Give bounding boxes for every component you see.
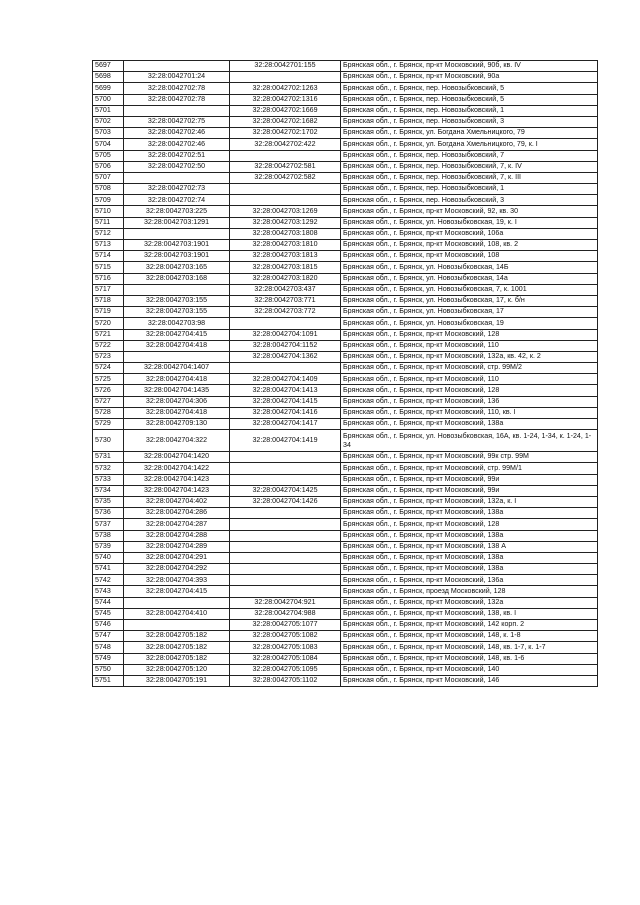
address-cell: Брянская обл., г. Брянск, пер. Новозыбковский, 7, к. III bbox=[341, 172, 598, 183]
row-number-cell: 5733 bbox=[93, 474, 124, 485]
row-number-cell: 5724 bbox=[93, 363, 124, 374]
row-number-cell: 5727 bbox=[93, 396, 124, 407]
object-cadastral-number-cell bbox=[230, 564, 341, 575]
parcel-cadastral-number-cell: 32:28:0042702:46 bbox=[124, 128, 230, 139]
parcel-cadastral-number-cell: 32:28:0042703:168 bbox=[124, 273, 230, 284]
table-row bbox=[93, 642, 598, 653]
parcel-cadastral-number-cell bbox=[124, 597, 230, 608]
parcel-cadastral-number-cell: 32:28:0042709:130 bbox=[124, 419, 230, 430]
row-number-cell: 5697 bbox=[93, 61, 124, 72]
object-cadastral-number-cell bbox=[230, 150, 341, 161]
parcel-cadastral-number-cell: 32:28:0042704:1423 bbox=[124, 474, 230, 485]
parcel-cadastral-number-cell: 32:28:0042704:418 bbox=[124, 374, 230, 385]
table-row bbox=[93, 262, 598, 273]
address-cell: Брянская обл., г. Брянск, ул. Новозыбковская, 16А, кв. 1-24, 1-34, к. 1-24, 1-34 bbox=[341, 430, 598, 452]
table-row bbox=[93, 519, 598, 530]
object-cadastral-number-cell: 32:28:0042703:771 bbox=[230, 295, 341, 306]
object-cadastral-number-cell: 32:28:0042702:1316 bbox=[230, 94, 341, 105]
parcel-cadastral-number-cell: 32:28:0042705:191 bbox=[124, 675, 230, 686]
object-cadastral-number-cell: 32:28:0042703:772 bbox=[230, 307, 341, 318]
row-number-cell: 5749 bbox=[93, 653, 124, 664]
row-number-cell: 5708 bbox=[93, 184, 124, 195]
address-cell: Брянская обл., г. Брянск, ул. Новозыбковская, 14а bbox=[341, 273, 598, 284]
table-row bbox=[93, 172, 598, 183]
object-cadastral-number-cell bbox=[230, 72, 341, 83]
object-cadastral-number-cell: 32:28:0042702:581 bbox=[230, 161, 341, 172]
object-cadastral-number-cell: 32:28:0042704:1413 bbox=[230, 385, 341, 396]
row-number-cell: 5711 bbox=[93, 217, 124, 228]
object-cadastral-number-cell: 32:28:0042702:422 bbox=[230, 139, 341, 150]
parcel-cadastral-number-cell: 32:28:0042704:415 bbox=[124, 586, 230, 597]
row-number-cell: 5725 bbox=[93, 374, 124, 385]
table-row bbox=[93, 575, 598, 586]
object-cadastral-number-cell: 32:28:0042704:1419 bbox=[230, 430, 341, 452]
parcel-cadastral-number-cell: 32:28:0042704:1407 bbox=[124, 363, 230, 374]
table-row bbox=[93, 184, 598, 195]
table-row bbox=[93, 307, 598, 318]
row-number-cell: 5728 bbox=[93, 407, 124, 418]
table-row bbox=[93, 61, 598, 72]
parcel-cadastral-number-cell: 32:28:0042704:1422 bbox=[124, 463, 230, 474]
table-row bbox=[93, 329, 598, 340]
row-number-cell: 5698 bbox=[93, 72, 124, 83]
object-cadastral-number-cell: 32:28:0042704:1415 bbox=[230, 396, 341, 407]
address-cell: Брянская обл., г. Брянск, пер. Новозыбковский, 1 bbox=[341, 184, 598, 195]
object-cadastral-number-cell: 32:28:0042704:1362 bbox=[230, 351, 341, 362]
object-cadastral-number-cell: 32:28:0042704:921 bbox=[230, 597, 341, 608]
row-number-cell: 5702 bbox=[93, 116, 124, 127]
parcel-cadastral-number-cell bbox=[124, 61, 230, 72]
object-cadastral-number-cell bbox=[230, 530, 341, 541]
row-number-cell: 5712 bbox=[93, 228, 124, 239]
row-number-cell: 5741 bbox=[93, 564, 124, 575]
table-row bbox=[93, 552, 598, 563]
address-cell: Брянская обл., г. Брянск, пер. Новозыбковский, 7, к. IV bbox=[341, 161, 598, 172]
table-row bbox=[93, 385, 598, 396]
row-number-cell: 5743 bbox=[93, 586, 124, 597]
parcel-cadastral-number-cell: 32:28:0042704:1435 bbox=[124, 385, 230, 396]
address-cell: Брянская обл., г. Брянск, пер. Новозыбковский, 3 bbox=[341, 116, 598, 127]
object-cadastral-number-cell bbox=[230, 541, 341, 552]
row-number-cell: 5747 bbox=[93, 631, 124, 642]
object-cadastral-number-cell: 32:28:0042703:1820 bbox=[230, 273, 341, 284]
parcel-cadastral-number-cell: 32:28:0042703:225 bbox=[124, 206, 230, 217]
address-cell: Брянская обл., г. Брянск, пр-кт Московский, 138а bbox=[341, 530, 598, 541]
address-cell: Брянская обл., г. Брянск, ул. Богдана Хмельницкого, 79 bbox=[341, 128, 598, 139]
table-row bbox=[93, 340, 598, 351]
parcel-cadastral-number-cell bbox=[124, 228, 230, 239]
table-row bbox=[93, 228, 598, 239]
row-number-cell: 5738 bbox=[93, 530, 124, 541]
object-cadastral-number-cell: 32:28:0042705:1077 bbox=[230, 620, 341, 631]
address-cell: Брянская обл., г. Брянск, ул. Новозыбковская, 17 bbox=[341, 307, 598, 318]
object-cadastral-number-cell bbox=[230, 452, 341, 463]
row-number-cell: 5721 bbox=[93, 329, 124, 340]
object-cadastral-number-cell bbox=[230, 195, 341, 206]
row-number-cell: 5706 bbox=[93, 161, 124, 172]
parcel-cadastral-number-cell: 32:28:0042702:50 bbox=[124, 161, 230, 172]
row-number-cell: 5718 bbox=[93, 295, 124, 306]
table-row bbox=[93, 161, 598, 172]
row-number-cell: 5716 bbox=[93, 273, 124, 284]
object-cadastral-number-cell: 32:28:0042703:1292 bbox=[230, 217, 341, 228]
object-cadastral-number-cell bbox=[230, 552, 341, 563]
registry-table bbox=[92, 60, 598, 687]
address-cell: Брянская обл., г. Брянск, пр-кт Московский, 138, кв. I bbox=[341, 608, 598, 619]
address-cell: Брянская обл., г. Брянск, пр-кт Московский, 132а bbox=[341, 597, 598, 608]
row-number-cell: 5722 bbox=[93, 340, 124, 351]
table-row bbox=[93, 496, 598, 507]
row-number-cell: 5717 bbox=[93, 284, 124, 295]
row-number-cell: 5701 bbox=[93, 105, 124, 116]
object-cadastral-number-cell bbox=[230, 474, 341, 485]
object-cadastral-number-cell bbox=[230, 575, 341, 586]
parcel-cadastral-number-cell bbox=[124, 105, 230, 116]
parcel-cadastral-number-cell: 32:28:0042702:73 bbox=[124, 184, 230, 195]
parcel-cadastral-number-cell: 32:28:0042703:1291 bbox=[124, 217, 230, 228]
address-cell: Брянская обл., г. Брянск, ул. Новозыбковская, 17, к. б/н bbox=[341, 295, 598, 306]
object-cadastral-number-cell: 32:28:0042702:1682 bbox=[230, 116, 341, 127]
table-row bbox=[93, 374, 598, 385]
address-cell: Брянская обл., г. Брянск, ул. Новозыбковская, 7, к. 1001 bbox=[341, 284, 598, 295]
object-cadastral-number-cell: 32:28:0042703:1810 bbox=[230, 240, 341, 251]
address-cell: Брянская обл., г. Брянск, пр-кт Московский, 106а bbox=[341, 228, 598, 239]
parcel-cadastral-number-cell: 32:28:0042702:75 bbox=[124, 116, 230, 127]
object-cadastral-number-cell: 32:28:0042703:1815 bbox=[230, 262, 341, 273]
address-cell: Брянская обл., г. Брянск, пр-кт Московский, 140 bbox=[341, 664, 598, 675]
row-number-cell: 5726 bbox=[93, 385, 124, 396]
object-cadastral-number-cell: 32:28:0042702:582 bbox=[230, 172, 341, 183]
address-cell: Брянская обл., г. Брянск, пр-кт Московский, 138а bbox=[341, 508, 598, 519]
table-row bbox=[93, 396, 598, 407]
row-number-cell: 5736 bbox=[93, 508, 124, 519]
object-cadastral-number-cell: 32:28:0042705:1083 bbox=[230, 642, 341, 653]
table-row bbox=[93, 463, 598, 474]
object-cadastral-number-cell: 32:28:0042702:1669 bbox=[230, 105, 341, 116]
address-cell: Брянская обл., г. Брянск, пр-кт Московский, 148, кв. 1-7, к. 1-7 bbox=[341, 642, 598, 653]
address-cell: Брянская обл., г. Брянск, проезд Московский, 128 bbox=[341, 586, 598, 597]
address-cell: Брянская обл., г. Брянск, пр-кт Московский, 138а bbox=[341, 552, 598, 563]
address-cell: Брянская обл., г. Брянск, пр-кт Московский, 110 bbox=[341, 374, 598, 385]
row-number-cell: 5700 bbox=[93, 94, 124, 105]
parcel-cadastral-number-cell: 32:28:0042702:78 bbox=[124, 94, 230, 105]
table-row bbox=[93, 318, 598, 329]
address-cell: Брянская обл., г. Брянск, пр-кт Московский, 90а bbox=[341, 72, 598, 83]
address-cell: Брянская обл., г. Брянск, пр-кт Московский, 110 bbox=[341, 340, 598, 351]
parcel-cadastral-number-cell: 32:28:0042702:78 bbox=[124, 83, 230, 94]
parcel-cadastral-number-cell bbox=[124, 172, 230, 183]
parcel-cadastral-number-cell bbox=[124, 620, 230, 631]
table-row bbox=[93, 597, 598, 608]
object-cadastral-number-cell bbox=[230, 519, 341, 530]
parcel-cadastral-number-cell: 32:28:0042704:288 bbox=[124, 530, 230, 541]
row-number-cell: 5720 bbox=[93, 318, 124, 329]
row-number-cell: 5710 bbox=[93, 206, 124, 217]
row-number-cell: 5746 bbox=[93, 620, 124, 631]
object-cadastral-number-cell: 32:28:0042704:1426 bbox=[230, 496, 341, 507]
address-cell: Брянская обл., г. Брянск, пр-кт Московский, 128 bbox=[341, 519, 598, 530]
object-cadastral-number-cell: 32:28:0042704:988 bbox=[230, 608, 341, 619]
parcel-cadastral-number-cell: 32:28:0042704:1420 bbox=[124, 452, 230, 463]
row-number-cell: 5709 bbox=[93, 195, 124, 206]
address-cell: Брянская обл., г. Брянск, пер. Новозыбковский, 5 bbox=[341, 94, 598, 105]
row-number-cell: 5737 bbox=[93, 519, 124, 530]
parcel-cadastral-number-cell: 32:28:0042704:291 bbox=[124, 552, 230, 563]
table-row bbox=[93, 419, 598, 430]
object-cadastral-number-cell bbox=[230, 586, 341, 597]
object-cadastral-number-cell: 32:28:0042701:155 bbox=[230, 61, 341, 72]
address-cell: Брянская обл., г. Брянск, пер. Новозыбковский, 3 bbox=[341, 195, 598, 206]
address-cell: Брянская обл., г. Брянск, пер. Новозыбковский, 5 bbox=[341, 83, 598, 94]
object-cadastral-number-cell: 32:28:0042704:1152 bbox=[230, 340, 341, 351]
registry-table-body bbox=[93, 61, 598, 687]
parcel-cadastral-number-cell: 32:28:0042704:393 bbox=[124, 575, 230, 586]
table-row bbox=[93, 195, 598, 206]
address-cell: Брянская обл., г. Брянск, пр-кт Московский, 110, кв. I bbox=[341, 407, 598, 418]
parcel-cadastral-number-cell: 32:28:0042702:46 bbox=[124, 139, 230, 150]
row-number-cell: 5740 bbox=[93, 552, 124, 563]
table-row bbox=[93, 363, 598, 374]
table-row bbox=[93, 217, 598, 228]
address-cell: Брянская обл., г. Брянск, пр-кт Московский, 138а bbox=[341, 419, 598, 430]
table-row bbox=[93, 452, 598, 463]
row-number-cell: 5739 bbox=[93, 541, 124, 552]
row-number-cell: 5723 bbox=[93, 351, 124, 362]
object-cadastral-number-cell: 32:28:0042703:437 bbox=[230, 284, 341, 295]
address-cell: Брянская обл., г. Брянск, пр-кт Московский, стр. 99М/2 bbox=[341, 363, 598, 374]
table-row bbox=[93, 586, 598, 597]
row-number-cell: 5703 bbox=[93, 128, 124, 139]
table-row bbox=[93, 128, 598, 139]
row-number-cell: 5744 bbox=[93, 597, 124, 608]
parcel-cadastral-number-cell: 32:28:0042704:306 bbox=[124, 396, 230, 407]
table-row bbox=[93, 150, 598, 161]
address-cell: Брянская обл., г. Брянск, ул. Новозыбковская, 14Б bbox=[341, 262, 598, 273]
table-row bbox=[93, 508, 598, 519]
table-row bbox=[93, 351, 598, 362]
address-cell: Брянская обл., г. Брянск, пер. Новозыбковский, 7 bbox=[341, 150, 598, 161]
object-cadastral-number-cell: 32:28:0042704:1416 bbox=[230, 407, 341, 418]
address-cell: Брянская обл., г. Брянск, пр-кт Московский, 136 bbox=[341, 396, 598, 407]
row-number-cell: 5734 bbox=[93, 485, 124, 496]
parcel-cadastral-number-cell: 32:28:0042704:418 bbox=[124, 407, 230, 418]
object-cadastral-number-cell bbox=[230, 318, 341, 329]
parcel-cadastral-number-cell: 32:28:0042705:182 bbox=[124, 642, 230, 653]
parcel-cadastral-number-cell: 32:28:0042704:418 bbox=[124, 340, 230, 351]
parcel-cadastral-number-cell: 32:28:0042705:182 bbox=[124, 653, 230, 664]
object-cadastral-number-cell: 32:28:0042704:1091 bbox=[230, 329, 341, 340]
row-number-cell: 5742 bbox=[93, 575, 124, 586]
address-cell: Брянская обл., г. Брянск, пр-кт Московский, 99и bbox=[341, 474, 598, 485]
row-number-cell: 5735 bbox=[93, 496, 124, 507]
address-cell: Брянская обл., г. Брянск, пр-кт Московский, 136а bbox=[341, 575, 598, 586]
parcel-cadastral-number-cell: 32:28:0042701:24 bbox=[124, 72, 230, 83]
table-row bbox=[93, 564, 598, 575]
row-number-cell: 5731 bbox=[93, 452, 124, 463]
table-row bbox=[93, 430, 598, 452]
object-cadastral-number-cell: 32:28:0042705:1102 bbox=[230, 675, 341, 686]
table-row bbox=[93, 284, 598, 295]
address-cell: Брянская обл., г. Брянск, пр-кт Московский, 99и bbox=[341, 485, 598, 496]
parcel-cadastral-number-cell: 32:28:0042704:287 bbox=[124, 519, 230, 530]
object-cadastral-number-cell bbox=[230, 508, 341, 519]
address-cell: Брянская обл., г. Брянск, пр-кт Московский, 148, кв. 1-6 bbox=[341, 653, 598, 664]
address-cell: Брянская обл., г. Брянск, пр-кт Московский, 99к стр. 99М bbox=[341, 452, 598, 463]
row-number-cell: 5704 bbox=[93, 139, 124, 150]
table-row bbox=[93, 620, 598, 631]
object-cadastral-number-cell: 32:28:0042702:1702 bbox=[230, 128, 341, 139]
address-cell: Брянская обл., г. Брянск, пр-кт Московский, 108, кв. 2 bbox=[341, 240, 598, 251]
object-cadastral-number-cell bbox=[230, 184, 341, 195]
table-row bbox=[93, 485, 598, 496]
row-number-cell: 5750 bbox=[93, 664, 124, 675]
parcel-cadastral-number-cell: 32:28:0042704:410 bbox=[124, 608, 230, 619]
parcel-cadastral-number-cell bbox=[124, 284, 230, 295]
table-row bbox=[93, 608, 598, 619]
table-row bbox=[93, 407, 598, 418]
row-number-cell: 5707 bbox=[93, 172, 124, 183]
parcel-cadastral-number-cell: 32:28:0042705:182 bbox=[124, 631, 230, 642]
table-row bbox=[93, 653, 598, 664]
table-row bbox=[93, 675, 598, 686]
row-number-cell: 5715 bbox=[93, 262, 124, 273]
row-number-cell: 5732 bbox=[93, 463, 124, 474]
address-cell: Брянская обл., г. Брянск, пр-кт Московский, 90б, кв. IV bbox=[341, 61, 598, 72]
address-cell: Брянская обл., г. Брянск, пр-кт Московский, 142 корп. 2 bbox=[341, 620, 598, 631]
parcel-cadastral-number-cell: 32:28:0042703:155 bbox=[124, 295, 230, 306]
row-number-cell: 5719 bbox=[93, 307, 124, 318]
address-cell: Брянская обл., г. Брянск, пр-кт Московский, 92, кв. 30 bbox=[341, 206, 598, 217]
row-number-cell: 5699 bbox=[93, 83, 124, 94]
object-cadastral-number-cell bbox=[230, 363, 341, 374]
table-row bbox=[93, 83, 598, 94]
table-row bbox=[93, 94, 598, 105]
parcel-cadastral-number-cell: 32:28:0042704:322 bbox=[124, 430, 230, 452]
row-number-cell: 5713 bbox=[93, 240, 124, 251]
address-cell: Брянская обл., г. Брянск, ул. Новозыбковская, 19, к. I bbox=[341, 217, 598, 228]
table-row bbox=[93, 251, 598, 262]
address-cell: Брянская обл., г. Брянск, ул. Новозыбковская, 19 bbox=[341, 318, 598, 329]
object-cadastral-number-cell: 32:28:0042703:1813 bbox=[230, 251, 341, 262]
parcel-cadastral-number-cell: 32:28:0042704:289 bbox=[124, 541, 230, 552]
row-number-cell: 5714 bbox=[93, 251, 124, 262]
table-row bbox=[93, 105, 598, 116]
parcel-cadastral-number-cell: 32:28:0042704:286 bbox=[124, 508, 230, 519]
parcel-cadastral-number-cell: 32:28:0042703:98 bbox=[124, 318, 230, 329]
row-number-cell: 5705 bbox=[93, 150, 124, 161]
address-cell: Брянская обл., г. Брянск, пр-кт Московский, стр. 99М/1 bbox=[341, 463, 598, 474]
row-number-cell: 5751 bbox=[93, 675, 124, 686]
object-cadastral-number-cell: 32:28:0042703:1808 bbox=[230, 228, 341, 239]
table-row bbox=[93, 541, 598, 552]
table-row bbox=[93, 631, 598, 642]
parcel-cadastral-number-cell bbox=[124, 351, 230, 362]
table-row bbox=[93, 295, 598, 306]
address-cell: Брянская обл., г. Брянск, пр-кт Московский, 146 bbox=[341, 675, 598, 686]
table-row bbox=[93, 206, 598, 217]
address-cell: Брянская обл., г. Брянск, пр-кт Московский, 132а, к. I bbox=[341, 496, 598, 507]
parcel-cadastral-number-cell: 32:28:0042704:415 bbox=[124, 329, 230, 340]
parcel-cadastral-number-cell: 32:28:0042702:51 bbox=[124, 150, 230, 161]
table-row bbox=[93, 116, 598, 127]
address-cell: Брянская обл., г. Брянск, пр-кт Московский, 138а bbox=[341, 564, 598, 575]
table-row bbox=[93, 664, 598, 675]
table-row bbox=[93, 530, 598, 541]
parcel-cadastral-number-cell: 32:28:0042702:74 bbox=[124, 195, 230, 206]
object-cadastral-number-cell: 32:28:0042702:1263 bbox=[230, 83, 341, 94]
parcel-cadastral-number-cell: 32:28:0042703:1901 bbox=[124, 251, 230, 262]
object-cadastral-number-cell: 32:28:0042704:1425 bbox=[230, 485, 341, 496]
address-cell: Брянская обл., г. Брянск, пр-кт Московский, 138 А bbox=[341, 541, 598, 552]
table-row bbox=[93, 72, 598, 83]
parcel-cadastral-number-cell: 32:28:0042703:165 bbox=[124, 262, 230, 273]
parcel-cadastral-number-cell: 32:28:0042704:1423 bbox=[124, 485, 230, 496]
address-cell: Брянская обл., г. Брянск, ул. Богдана Хмельницкого, 79, к. I bbox=[341, 139, 598, 150]
table-row bbox=[93, 240, 598, 251]
object-cadastral-number-cell: 32:28:0042703:1269 bbox=[230, 206, 341, 217]
object-cadastral-number-cell: 32:28:0042704:1409 bbox=[230, 374, 341, 385]
parcel-cadastral-number-cell: 32:28:0042704:402 bbox=[124, 496, 230, 507]
object-cadastral-number-cell: 32:28:0042705:1084 bbox=[230, 653, 341, 664]
object-cadastral-number-cell bbox=[230, 463, 341, 474]
row-number-cell: 5745 bbox=[93, 608, 124, 619]
table-row bbox=[93, 139, 598, 150]
object-cadastral-number-cell: 32:28:0042705:1082 bbox=[230, 631, 341, 642]
table-row bbox=[93, 273, 598, 284]
address-cell: Брянская обл., г. Брянск, пр-кт Московский, 128 bbox=[341, 329, 598, 340]
row-number-cell: 5748 bbox=[93, 642, 124, 653]
parcel-cadastral-number-cell: 32:28:0042705:120 bbox=[124, 664, 230, 675]
object-cadastral-number-cell: 32:28:0042705:1095 bbox=[230, 664, 341, 675]
address-cell: Брянская обл., г. Брянск, пер. Новозыбковский, 1 bbox=[341, 105, 598, 116]
table-row bbox=[93, 474, 598, 485]
address-cell: Брянская обл., г. Брянск, пр-кт Московский, 132а, кв. 42, к. 2 bbox=[341, 351, 598, 362]
object-cadastral-number-cell: 32:28:0042704:1417 bbox=[230, 419, 341, 430]
address-cell: Брянская обл., г. Брянск, пр-кт Московский, 108 bbox=[341, 251, 598, 262]
address-cell: Брянская обл., г. Брянск, пр-кт Московский, 148, к. 1-8 bbox=[341, 631, 598, 642]
parcel-cadastral-number-cell: 32:28:0042703:1901 bbox=[124, 240, 230, 251]
address-cell: Брянская обл., г. Брянск, пр-кт Московский, 128 bbox=[341, 385, 598, 396]
parcel-cadastral-number-cell: 32:28:0042703:155 bbox=[124, 307, 230, 318]
row-number-cell: 5730 bbox=[93, 430, 124, 452]
parcel-cadastral-number-cell: 32:28:0042704:292 bbox=[124, 564, 230, 575]
row-number-cell: 5729 bbox=[93, 419, 124, 430]
